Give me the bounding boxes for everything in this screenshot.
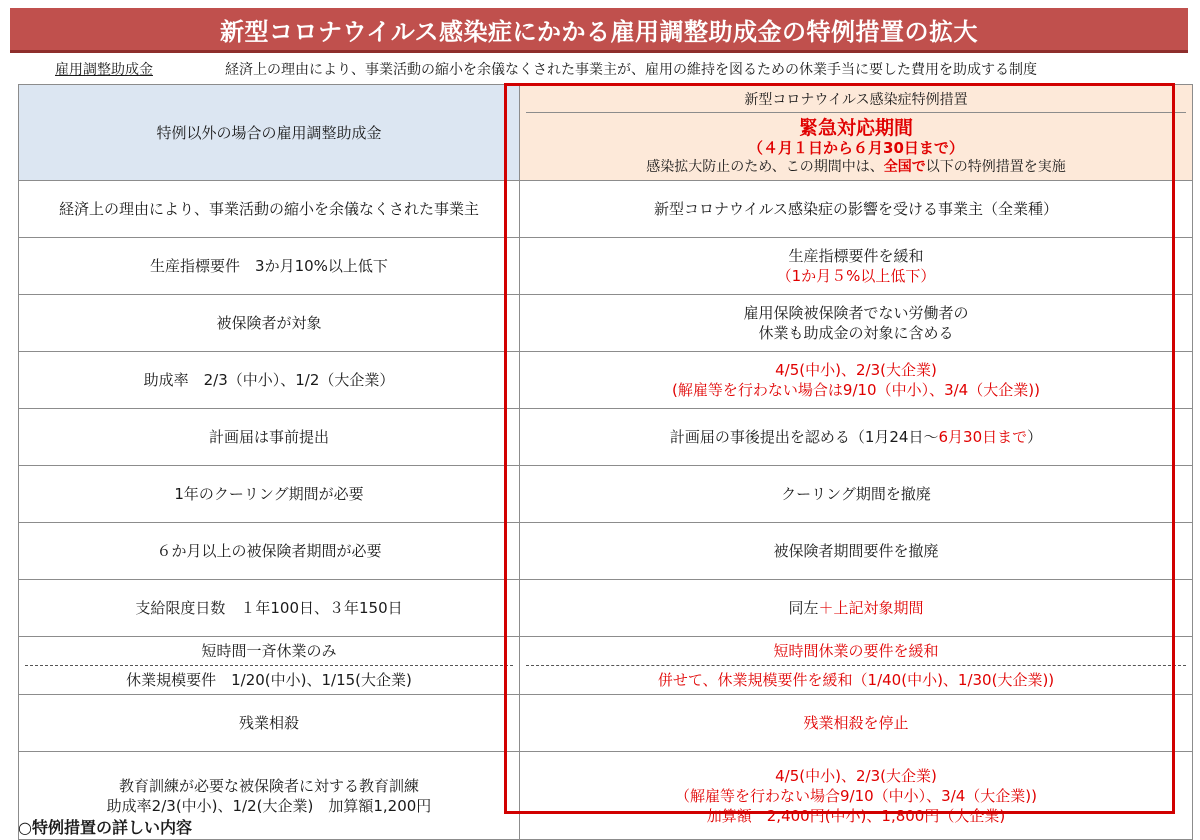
table-header-row bbox=[19, 85, 1193, 181]
table-row bbox=[19, 580, 1193, 637]
row-right-line-red: 4/5(中小)、2/3(大企業) bbox=[775, 361, 937, 379]
row-right: 残業相殺を停止 bbox=[520, 695, 1193, 752]
row-right-line: 休業も助成金の対象に含める bbox=[758, 324, 954, 342]
row-right-text: 計画届の事後提出を認める（1月24日～ bbox=[669, 428, 939, 446]
row-left: ６か月以上の被保険者期間が必要 bbox=[19, 523, 520, 580]
row-right-line-red: （1か月５%以上低下） bbox=[776, 267, 936, 285]
row-right-line: 雇用保険被保険者でない労働者の bbox=[743, 304, 969, 322]
table-row bbox=[19, 523, 1193, 580]
row-left: 経済上の理由により、事業活動の縮小を余儀なくされた事業主 bbox=[19, 181, 520, 238]
row-left-line: 短時間一斉休業のみ bbox=[25, 637, 513, 666]
row-right bbox=[520, 637, 1193, 695]
definition-text: 経済上の理由により、事業活動の縮小を余儀なくされた事業主が、雇用の維持を図るための休業手当に要した費用を助成する制度 bbox=[225, 62, 1037, 78]
row-right-text: ） bbox=[1027, 428, 1043, 446]
row-right: 被保険者期間要件を撤廃 bbox=[520, 523, 1193, 580]
row-right: クーリング期間を撤廃 bbox=[520, 466, 1193, 523]
row-left-line: 教育訓練が必要な被保険者に対する教育訓練 bbox=[118, 776, 419, 795]
row-left: 1年のクーリング期間が必要 bbox=[19, 466, 520, 523]
table-row bbox=[19, 466, 1193, 523]
row-right-line: 生産指標要件を緩和 bbox=[788, 247, 924, 265]
row-right-text-red: ＋上記対象期間 bbox=[818, 599, 924, 617]
row-left bbox=[19, 637, 520, 695]
row-right-line-red: 加算額 2,400円(中小)、1,800円（大企業) bbox=[706, 806, 1006, 825]
definition-row bbox=[55, 58, 1175, 80]
row-left: 生産指標要件 3か月10%以上低下 bbox=[19, 238, 520, 295]
row-right-line-red: 4/5(中小)、2/3(大企業) bbox=[775, 766, 937, 785]
row-right-line-red: 短時間休業の要件を緩和 bbox=[526, 637, 1186, 666]
table-row bbox=[19, 695, 1193, 752]
row-left: 計画届は事前提出 bbox=[19, 409, 520, 466]
table-row bbox=[19, 409, 1193, 466]
row-right-line-red: （解雇等を行わない場合9/10（中小）、3/4（大企業)) bbox=[674, 786, 1038, 805]
row-right-text: 同左 bbox=[788, 599, 819, 617]
header-urgent-period: （４月１日から６月30日まで） bbox=[748, 139, 964, 157]
header-special-subtitle: 新型コロナウイルス感染症特例措置 bbox=[526, 88, 1186, 113]
header-note bbox=[526, 157, 1186, 177]
header-normal-subsidy: 特例以外の場合の雇用調整助成金 bbox=[19, 85, 520, 181]
comparison-table bbox=[18, 84, 1193, 840]
page-title: 新型コロナウイルス感染症にかかる雇用調整助成金の特例措置の拡大 bbox=[10, 8, 1188, 53]
row-right bbox=[520, 238, 1193, 295]
row-right bbox=[520, 580, 1193, 637]
table-row bbox=[19, 352, 1193, 409]
header-note-a: 感染拡大防止のため、この期間中は、 bbox=[646, 159, 884, 175]
table-row bbox=[19, 637, 1193, 695]
row-left: 残業相殺 bbox=[19, 695, 520, 752]
row-right bbox=[520, 295, 1193, 352]
table-row bbox=[19, 181, 1193, 238]
definition-label: 雇用調整助成金 bbox=[55, 62, 153, 78]
header-special-measures bbox=[520, 85, 1193, 181]
row-right bbox=[520, 752, 1193, 840]
row-right-line-red: (解雇等を行わない場合は9/10（中小）、3/4（大企業)) bbox=[672, 381, 1040, 399]
row-left-line: 助成率2/3(中小)、1/2(大企業) 加算額1,200円 bbox=[106, 796, 432, 815]
table-row bbox=[19, 238, 1193, 295]
row-left-line: 休業規模要件 1/20(中小)、1/15(大企業) bbox=[126, 671, 412, 689]
row-left: 被保険者が対象 bbox=[19, 295, 520, 352]
row-right-line-red: 併せて、休業規模要件を緩和（1/40(中小)、1/30(大企業)) bbox=[657, 671, 1055, 689]
footer-note: ○特例措置の詳しい内容 bbox=[18, 818, 192, 837]
table-row bbox=[19, 752, 1193, 840]
header-urgent-label: 緊急対応期間 bbox=[798, 117, 913, 139]
row-right bbox=[520, 409, 1193, 466]
row-left: 支給限度日数 １年100日、３年150日 bbox=[19, 580, 520, 637]
row-left: 助成率 2/3（中小）、1/2（大企業） bbox=[19, 352, 520, 409]
row-right-text-red: 6月30日まで bbox=[938, 428, 1028, 446]
table-row bbox=[19, 295, 1193, 352]
header-note-c: 以下の特例措置を実施 bbox=[925, 159, 1066, 175]
header-note-nationwide: 全国で bbox=[883, 159, 926, 175]
row-right bbox=[520, 352, 1193, 409]
row-right: 新型コロナウイルス感染症の影響を受ける事業主（全業種） bbox=[520, 181, 1193, 238]
